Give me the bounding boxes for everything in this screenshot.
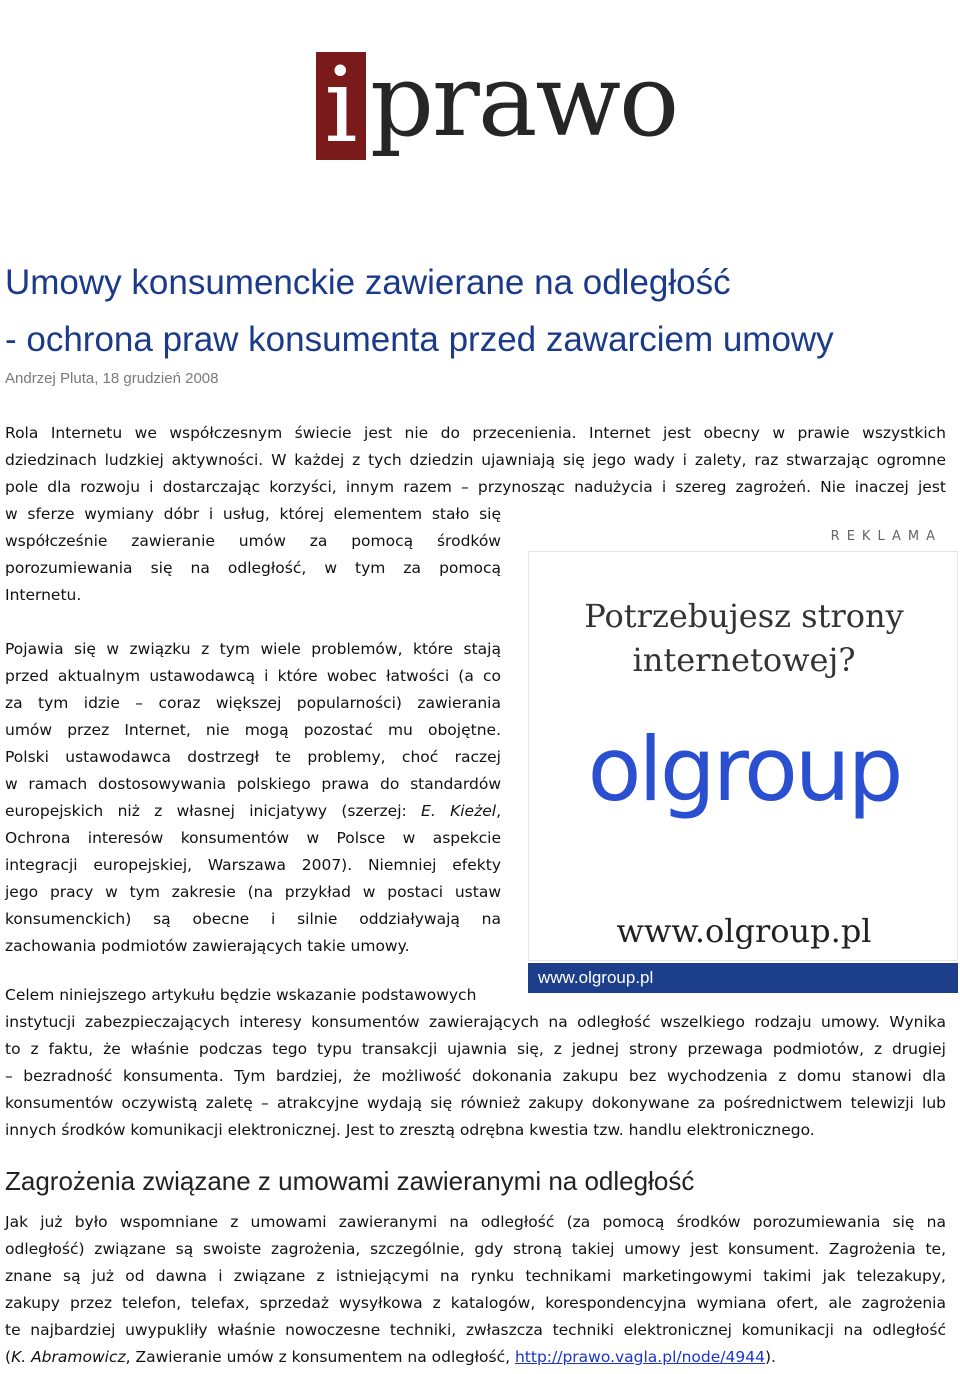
site-logo[interactable]: [316, 42, 678, 166]
text-line: Internetu.: [5, 586, 82, 604]
text-line: Pojawia się w związku z tym wiele problemów, które stają: [5, 640, 501, 658]
ad-url: www.olgroup.pl: [616, 912, 872, 950]
text-line: [5, 1344, 946, 1371]
text-line: zakupy przez telefon, telefax, sprzedaż wysyłkowa z katalogów, korespondencyjna wymiana ofert, ale zagrożenia: [5, 1294, 946, 1312]
text-line: Rola Internetu we współczesnym świecie jest nie do przecenienia. Internet jest obecny w prawie wszystkich: [5, 424, 946, 442]
text-segment: , Zawieranie umów z konsumentem na odległość,: [125, 1348, 515, 1366]
article-title-line-2: - ochrona praw konsumenta przed zawarciem umowy: [5, 320, 834, 359]
text-line: Ochrona interesów konsumentów w Polsce w aspekcie: [5, 829, 501, 847]
text-line: innych środków komunikacji elektronicznej. Jest to zresztą odrębna kwestia tzw. handlu elektronicznego.: [5, 1121, 815, 1139]
article-title-line-1: Umowy konsumenckie zawierane na odległość: [5, 263, 731, 302]
text-line: odległość) związane są swoiste zagrożenia, szczególnie, gdy stroną takiej umowy jest konsument. Zagrożenia te,: [5, 1240, 946, 1258]
paragraph-2: [5, 636, 501, 960]
text-line: integracji europejskiej, Warszawa 2007). Niemniej efekty: [5, 856, 501, 874]
article-byline: Andrzej Pluta, 18 grudzień 2008: [5, 370, 219, 387]
text-line: za tym idzie – coraz większej popularności) zawierania: [5, 694, 501, 712]
text-segment: europejskich niż z własnej inicjatywy (szerzej:: [5, 802, 422, 820]
text-line: umów przez Internet, nie mogą pozostać mu obojętne.: [5, 721, 501, 739]
text-line: [5, 798, 501, 825]
ad-headline: [529, 594, 959, 682]
logo-wordmark: prawo: [370, 42, 678, 159]
citation-author: K. Abramowicz: [11, 1348, 126, 1366]
text-line: jego pracy w tym zakresie (na przykład w postaci ustaw: [5, 883, 501, 901]
logo-mark: [316, 44, 366, 166]
section-heading: Zagrożenia związane z umowami zawieranymi na odległość: [5, 1166, 695, 1196]
paragraph-1-full: [5, 420, 946, 501]
text-line: Celem niniejszego artykułu będzie wskazanie podstawowych: [5, 986, 477, 1004]
text-segment: (: [5, 1348, 12, 1366]
text-line: Jak już było wspomniane z umowami zawieranymi na odległość (za pomocą środków porozumiewania się na: [5, 1213, 946, 1231]
text-line: dziedzinach ludzkiej aktywności. W każdej z tych dziedzin ujawniają się jego wady i zalety, raz stwarzając ogromne: [5, 451, 946, 469]
text-line: te najbardziej uwypukliły właśnie nowoczesne techniki, zwłaszcza techniki elektronicznej komunikacji na odległość: [5, 1321, 946, 1339]
logo-letter: i: [324, 44, 358, 166]
text-line: w ramach dostosowywania polskiego prawa do standardów: [5, 775, 501, 793]
paragraph-3-first-line: [5, 982, 501, 1009]
text-line: współcześnie zawieranie umów za pomocą środków: [5, 532, 501, 550]
text-line: Polski ustawodawca dostrzegł te problemy, choć raczej: [5, 748, 501, 766]
text-line: to z faktu, że właśnie podczas tego typu transakcji ujawnia się, z jednej strony przewaga podmiotów, z drugiej: [5, 1040, 946, 1058]
text-line: znane są już od dawna i związane z istniejącymi na rynku technikami marketingowymi takimi jak telezakupy,: [5, 1267, 946, 1285]
text-line: przed aktualnym ustawodawcą i które wobec łatwości (a co: [5, 667, 501, 685]
text-line: konsumentów oczywistą zaletę – atrakcyjne wydają się również zakupy dokonywane za pośrednictwem telewizji lub: [5, 1094, 946, 1112]
ad-brand-logo: olgroup: [587, 718, 901, 821]
ad-banner[interactable]: [528, 551, 958, 961]
source-link[interactable]: http://prawo.vagla.pl/node/4944: [514, 1348, 765, 1366]
paragraph-1-narrow: [5, 501, 501, 609]
text-line: pole dla rozwoju i dostarczając korzyści, innym razem – przynosząc nadużycia i szereg zagrożeń. Nie inaczej jest: [5, 478, 946, 496]
paragraph-4: [5, 1209, 946, 1371]
ad-headline-line-2: internetowej?: [632, 641, 856, 679]
paragraph-3: [5, 1009, 946, 1144]
citation-author: E. Kieżel: [421, 802, 497, 820]
ad-label: REKLAMA: [830, 529, 942, 544]
article-title: [5, 254, 834, 368]
text-line: instytucji zabezpieczających interesy konsumentów zawierających na odległość wszelkiego rodzaju umowy. Wynika: [5, 1013, 946, 1031]
text-line: – bezradność konsumenta. Tym bardziej, że możliwość dokonania zakupu bez wychodzenia z domu stanowi dla: [5, 1067, 946, 1085]
text-segment: ).: [764, 1348, 776, 1366]
text-line: konsumenckich) są obecne i silnie oddziaływają na: [5, 910, 501, 928]
text-line: w sferze wymiany dóbr i usług, której elementem stało się: [5, 505, 501, 523]
ad-headline-line-1: Potrzebujesz strony: [584, 597, 904, 635]
text-line: zachowania podmiotów zawierających takie umowy.: [5, 937, 410, 955]
ad-caption-link[interactable]: www.olgroup.pl: [528, 963, 958, 993]
advertisement: [528, 527, 958, 993]
text-line: porozumiewania się na odległość, w tym za pomocą: [5, 559, 501, 577]
text-segment: ,: [496, 802, 501, 820]
